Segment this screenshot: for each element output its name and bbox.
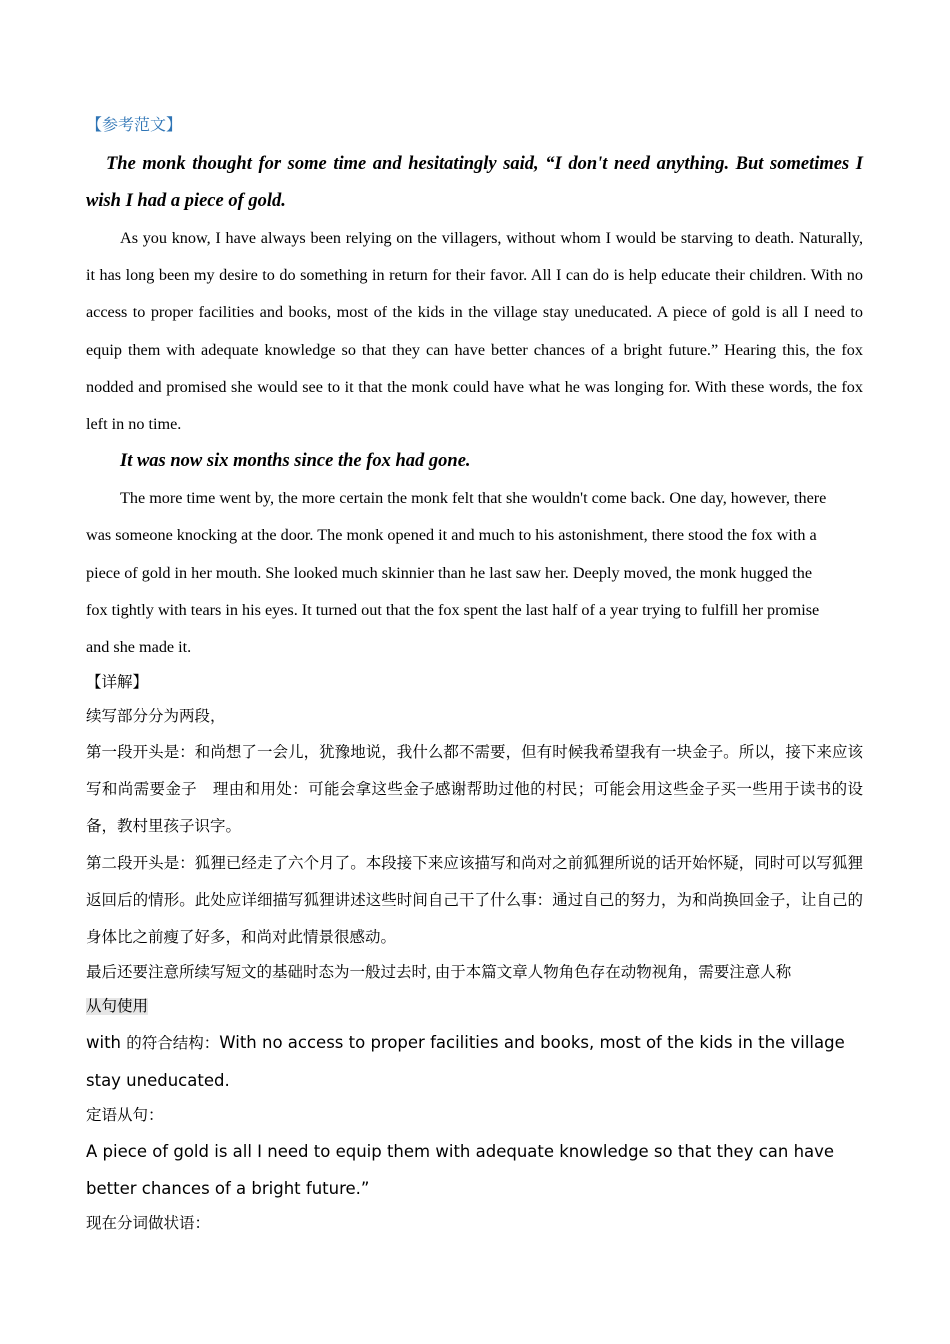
essay-line: The more time went by, the more certain the monk felt that she wouldn't come back. One day, however, there — [120, 489, 827, 508]
with-example-text: With no access to proper facilities and books, most of the kids in the village stay uneducated. — [86, 1033, 845, 1091]
clause-use-line — [86, 990, 863, 1024]
essay-line: piece of gold in her mouth. She looked much skinnier than he last saw her. Deeply moved, the monk hugged the — [86, 563, 813, 582]
essay-line: was someone knocking at the door. The monk opened it and much to his astonishment, there stood the fox with a — [86, 526, 817, 545]
essay-paragraph-1-opening: The monk thought for some time and hesitatingly said, “I don't need anything. But sometimes I wish I had a piece of gold. — [86, 154, 863, 211]
essay-line: fox tightly with tears in his eyes. It turned out that the fox spent the last half of a year trying to fulfill her promise — [86, 600, 820, 619]
essay-paragraph-2-opening: It was now six months since the fox had gone. — [120, 451, 471, 472]
document-page — [86, 112, 863, 1241]
essay-paragraph-2-body — [86, 480, 863, 666]
attributive-clause-example: A piece of gold is all I need to equip them with adequate knowledge so that they can have better chances of a bright future.” — [86, 1142, 835, 1199]
clause-use-highlight: 从句使用 — [86, 998, 149, 1016]
with-structure-example — [86, 1024, 863, 1099]
analysis-paragraph-3: 最后还要注意所续写短文的基础时态为一般过去时, 由于本篇文章人物角色存在动物视角，需要注意人称 — [86, 964, 792, 982]
with-prefix: with — [86, 1033, 122, 1053]
essay-paragraph-1-body: As you know, I have always been relying on the villagers, without whom I would be starving to death. Naturally, it has long been my desire to do something in return for their favor. All I can do is help educate their children. With no access to proper facilities and books, most of the kids in the village stay uneducated. A piece of gold is all I need to equip them with adequate knowledge so that they can have better chances of a bright future.” Hearing this, the fox nodded and promised she would see to it that the monk could have what he was longing for. With these words, the fox left in no time. — [86, 229, 863, 434]
reference-essay-heading: 【参考范文】 — [86, 117, 183, 134]
analysis-intro: 续写部分分为两段， — [86, 708, 226, 726]
analysis-paragraph-2: 第二段开头是：狐狸已经走了六个月了。本段接下来应该描写和尚对之前狐狸所说的话开始怀疑，同时可以写狐狸返回后的情形。此处应详细描写狐狸讲述这些时间自己干了什么事：通过自己的努力，为和尚换回金子，让自己的身体比之前瘦了好多，和尚对此情景很感动。 — [86, 855, 863, 947]
analysis-paragraph-1: 第一段开头是：和尚想了一会儿，犹豫地说，我什么都不需要，但有时候我希望我有一块金子。所以，接下来应该写和尚需要金子 理由和用处：可能会拿这些金子感谢帮助过他的村民；可能会用这些金子买一些用于读书的设备，教村里孩子识字。 — [86, 744, 863, 836]
analysis-heading: 【详解】 — [86, 674, 149, 692]
essay-line: and she made it. — [86, 638, 192, 657]
present-participle-label: 现在分词做状语： — [86, 1215, 211, 1233]
attributive-clause-label: 定语从句： — [86, 1107, 164, 1125]
with-structure-label: 的符合结构： — [126, 1034, 220, 1053]
